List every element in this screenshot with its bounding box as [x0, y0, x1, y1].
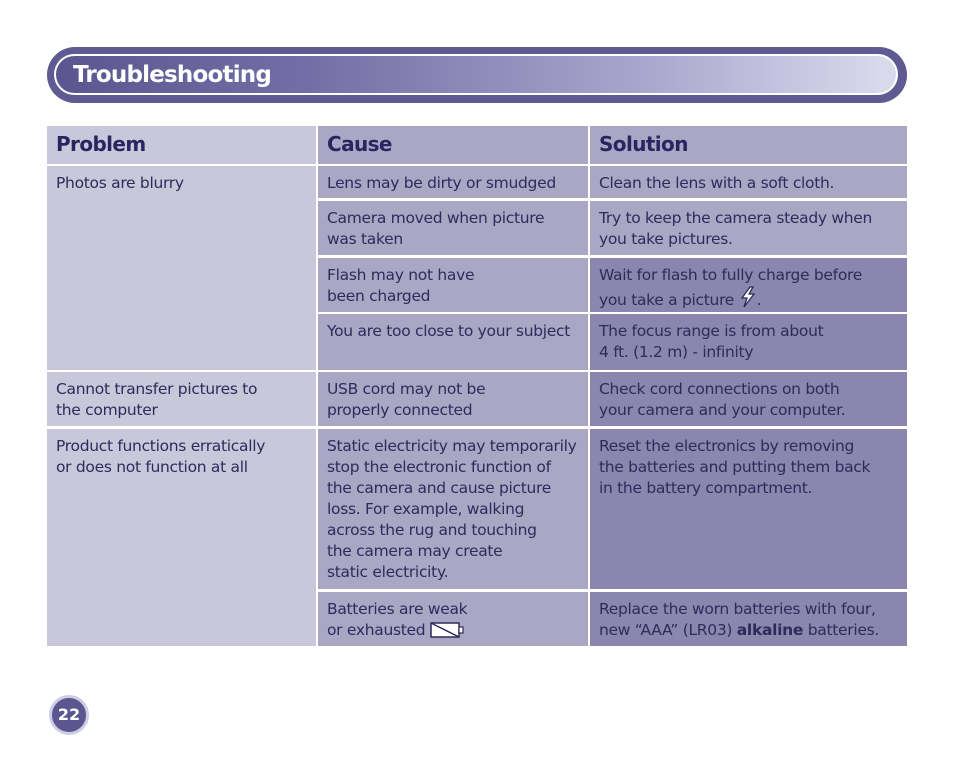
page-title: Troubleshooting	[73, 62, 272, 88]
alkaline-emphasis: alkaline	[736, 621, 804, 639]
solution-cell: Try to keep the camera steady when you take pictures.	[590, 201, 907, 255]
header-problem: Problem	[47, 126, 316, 164]
title-banner	[47, 47, 907, 103]
solution-cell: Clean the lens with a soft cloth.	[590, 166, 907, 198]
title-banner-inner	[54, 54, 898, 95]
solution-cell: Reset the electronics by removing the batteries and putting them back in the battery compartment.	[590, 429, 907, 589]
header-solution: Solution	[590, 126, 907, 164]
cause-cell: Camera moved when picture was taken	[318, 201, 588, 255]
solution-text: batteries.	[803, 621, 879, 639]
solution-text: Replace the worn batteries with four, new “AAA” (LR03)	[599, 600, 876, 639]
problem-cell: Photos are blurry	[47, 166, 316, 370]
solution-cell	[590, 592, 907, 646]
cause-text: Batteries are weak or exhausted	[327, 600, 468, 639]
flash-icon	[739, 286, 757, 308]
solution-cell	[590, 258, 907, 312]
header-cause: Cause	[318, 126, 588, 164]
solution-cell: The focus range is from about 4 ft. (1.2 m) - infinity	[590, 314, 907, 370]
cause-cell: You are too close to your subject	[318, 314, 588, 370]
cause-cell: Flash may not have been charged	[318, 258, 588, 312]
cause-cell	[318, 592, 588, 646]
page-number: 22	[49, 695, 89, 735]
problem-cell: Product functions erratically or does not function at all	[47, 429, 316, 646]
solution-suffix: .	[756, 291, 762, 309]
battery-low-icon	[430, 622, 464, 638]
problem-cell: Cannot transfer pictures to the computer	[47, 372, 316, 426]
solution-cell: Check cord connections on both your camera and your computer.	[590, 372, 907, 426]
solution-text: Wait for flash to fully charge before you take a picture	[599, 266, 862, 309]
cause-cell: USB cord may not be properly connected	[318, 372, 588, 426]
cause-cell: Lens may be dirty or smudged	[318, 166, 588, 198]
cause-cell: Static electricity may temporarily stop the electronic function of the camera and cause picture loss. For example, walking across the rug and touching the camera may create static electricity.	[318, 429, 588, 589]
